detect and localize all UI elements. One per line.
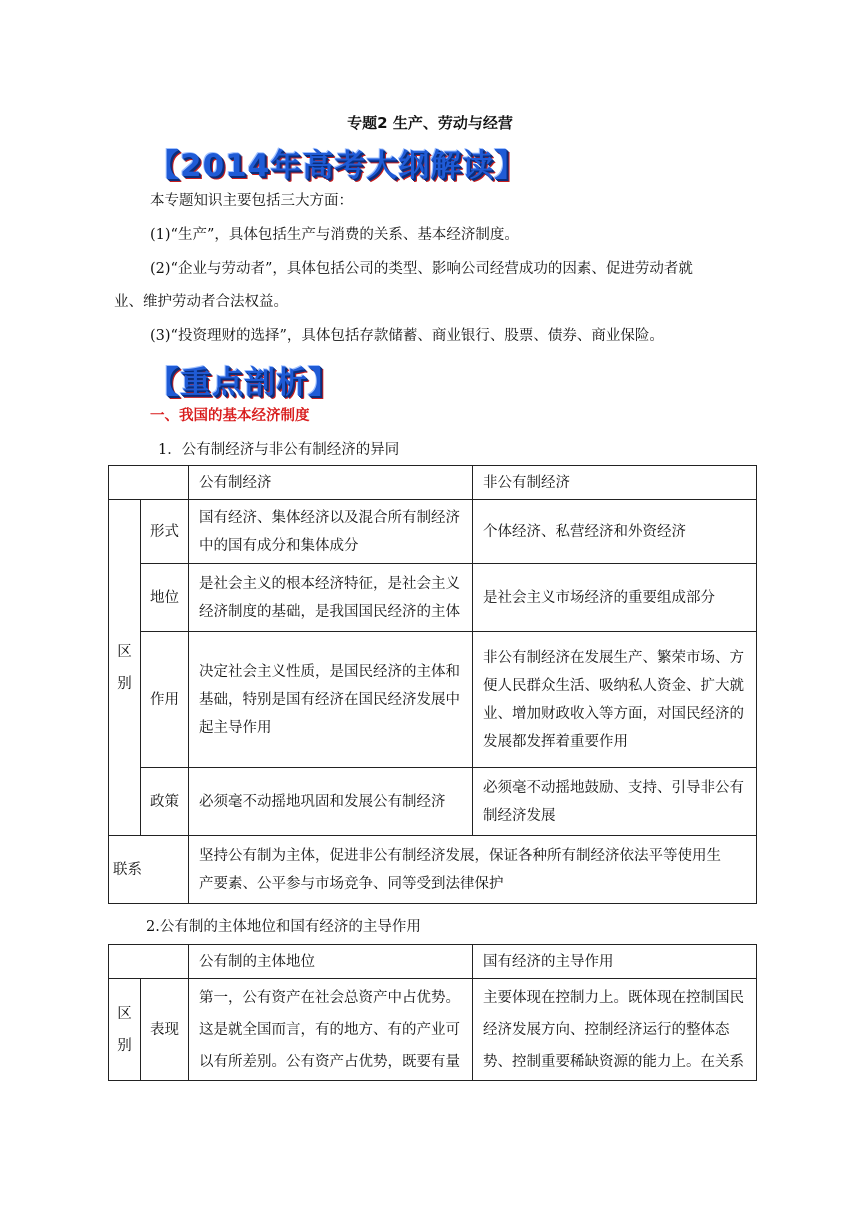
nonpublic-cell: 个体经济、私营经济和外资经济 xyxy=(473,500,757,564)
table2-group-label: 区 别 xyxy=(109,979,141,1081)
main-status-cell: 第一，公有资产在社会总资产中占优势。 这是就全国而言，有的地方、有的产业可 以有所差别。公有资产占优势，既要有量 xyxy=(189,979,473,1081)
table2-header-main: 公有制的主体地位 xyxy=(189,945,473,979)
outline-banner: 【2014年高考大纲解读】 xyxy=(148,148,527,184)
intro-item-2-line-1: (2)“企业与劳动者”，具体包括公司的类型、影响公司经营成功的因素、促进劳动者就 xyxy=(150,261,693,277)
row-label: 地位 xyxy=(141,564,189,632)
row-label: 形式 xyxy=(141,500,189,564)
table-row xyxy=(109,979,757,1081)
intro-item-1: (1)“生产”，具体包括生产与消费的关系、基本经济制度。 xyxy=(150,227,519,243)
public-cell: 必须毫不动摇地巩固和发展公有制经济 xyxy=(189,768,473,836)
table2-corner-cell xyxy=(109,945,189,979)
table1-header-row xyxy=(109,466,757,500)
table-row xyxy=(109,632,757,768)
row-label: 表现 xyxy=(141,979,189,1081)
table-row xyxy=(109,836,757,904)
public-cell: 国有经济、集体经济以及混合所有制经济 中的国有成分和集体成分 xyxy=(189,500,473,564)
table1-caption: 1．公有制经济与非公有制经济的异同 xyxy=(158,442,400,458)
nonpublic-cell: 必须毫不动摇地鼓励、支持、引导非公有 制经济发展 xyxy=(473,768,757,836)
link-label: 联系 xyxy=(109,836,189,904)
row-label: 作用 xyxy=(141,632,189,768)
intro-item-2-line-2: 业、维护劳动者合法权益。 xyxy=(114,294,288,310)
table1-header-public: 公有制经济 xyxy=(189,466,473,500)
nonpublic-cell: 是社会主义市场经济的重要组成部分 xyxy=(473,564,757,632)
document-title: 专题2 生产、劳动与经营 xyxy=(347,114,513,132)
table1-group-label: 区 别 xyxy=(109,500,141,836)
table-row xyxy=(109,768,757,836)
public-cell: 是社会主义的根本经济特征，是社会主义 经济制度的基础，是我国国民经济的主体 xyxy=(189,564,473,632)
table2-caption: 2.公有制的主体地位和国有经济的主导作用 xyxy=(146,919,421,935)
link-cell: 坚持公有制为主体，促进非公有制经济发展，保证各种所有制经济依法平等使用生 产要素、公平参与市场竞争、同等受到法律保护 xyxy=(189,836,757,904)
row-label: 政策 xyxy=(141,768,189,836)
ownership-comparison-table xyxy=(108,465,757,904)
section-heading: 一、我国的基本经济制度 xyxy=(150,408,310,424)
intro-lead: 本专题知识主要包括三大方面： xyxy=(150,193,353,209)
leading-role-cell: 主要体现在控制力上。既体现在控制国民 经济发展方向、控制经济运行的整体态 势、控制重要稀缺资源的能力上。在关系 xyxy=(473,979,757,1081)
public-cell: 决定社会主义性质，是国民经济的主体和 基础，特别是国有经济在国民经济发展中 起主导作用 xyxy=(189,632,473,768)
table-row xyxy=(109,564,757,632)
table-row xyxy=(109,500,757,564)
table2-header-lead: 国有经济的主导作用 xyxy=(473,945,757,979)
table1-corner-cell xyxy=(109,466,189,500)
nonpublic-cell: 非公有制经济在发展生产、繁荣市场、方 便人民群众生活、吸纳私人资金、扩大就 业、增加财政收入等方面，对国民经济的 发展都发挥着重要作用 xyxy=(473,632,757,768)
table2-header-row xyxy=(109,945,757,979)
table1-header-nonpublic: 非公有制经济 xyxy=(473,466,757,500)
focus-banner: 【重点剖析】 xyxy=(148,365,340,401)
dominance-table xyxy=(108,944,757,1081)
intro-item-3: (3)“投资理财的选择”，具体包括存款储蓄、商业银行、股票、债券、商业保险。 xyxy=(150,328,664,344)
